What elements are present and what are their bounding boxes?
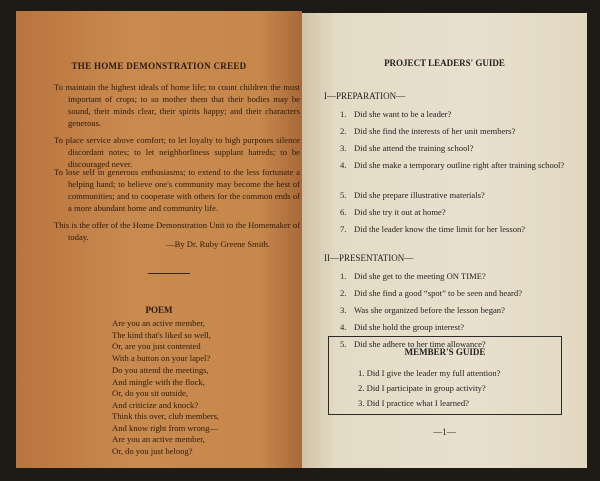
left-page	[16, 11, 302, 468]
question-text: Did she hold the group interest?	[354, 322, 465, 332]
question-item	[340, 270, 578, 284]
question-text: Did she prepare illustrative materials?	[354, 190, 485, 200]
leaders-guide-title: PROJECT LEADERS' GUIDE	[384, 58, 505, 68]
page-number: —1—	[433, 427, 456, 437]
question-item	[340, 125, 578, 139]
question-number: 6.	[340, 207, 347, 217]
question-text: Was she organized before the lesson began?	[354, 305, 505, 315]
question-text: Did I participate in group activity?	[366, 383, 486, 393]
poem-line: Are you an active member,	[112, 318, 205, 328]
poem-line: With a button on your lapel?	[112, 352, 211, 363]
question-item	[340, 304, 578, 318]
creed-paragraph: To place service above comfort; to let loyalty to high purposes silence discordant notes; to let neighborliness supplant hatreds; to be discouraged never.	[54, 135, 300, 169]
question-item	[358, 383, 486, 393]
question-text: Did she make a temporary outline right after training school?	[354, 160, 565, 170]
poem-line: Or, are you just contented	[112, 341, 201, 351]
question-number: 1.	[340, 109, 347, 119]
question-text: Did she find the interests of her unit members?	[354, 126, 516, 136]
creed-title: THE HOME DEMONSTRATION CREED	[71, 61, 247, 71]
question-text: Did she get to the meeting ON TIME?	[354, 271, 486, 281]
poem-line: And criticize and knock?	[112, 399, 199, 410]
question-number: 1.	[340, 271, 347, 281]
question-item	[340, 321, 578, 335]
question-text: Did I give the leader my full attention?	[366, 368, 501, 378]
question-text: Did she attend the training school?	[354, 143, 474, 153]
question-number: 2.	[358, 383, 365, 393]
question-number: 5.	[340, 190, 347, 200]
question-item	[340, 223, 578, 237]
question-item	[358, 368, 500, 378]
creed-signature: —By Dr. Ruby Greene Smith.	[166, 239, 271, 249]
question-item	[340, 287, 578, 301]
question-text: Did the leader know the time limit for her lesson?	[354, 224, 526, 234]
question-text: Did she find a good “spot” to be seen and heard?	[354, 288, 523, 298]
question-number: 4.	[340, 322, 347, 332]
poem-line: The kind that's liked so well,	[112, 329, 211, 340]
members-guide-box	[328, 336, 562, 415]
poem-title: POEM	[145, 305, 173, 315]
question-text: Did she adhere to her time allowance?	[354, 339, 486, 349]
question-number: 2.	[340, 288, 347, 298]
question-number: 1.	[358, 368, 365, 378]
poem-line: And mingle with the flock,	[112, 376, 205, 387]
section-heading-presentation: II—PRESENTATION—	[324, 253, 414, 263]
question-number: 7.	[340, 224, 347, 234]
creed-paragraph: This is the offer of the Home Demonstration Unit to the Homemaker of today.	[54, 220, 300, 242]
creed-paragraph: To lose self in generous enthusiasms; to extend to the less fortunate a helping hand; to believe one's community may become the best of communities; and to cooperate with others for the common ends of a more abundant home and community life.	[54, 167, 300, 213]
question-item	[340, 108, 578, 122]
question-item	[340, 206, 578, 220]
poem-line: Or, do you sit outside,	[112, 388, 189, 398]
divider	[148, 273, 190, 274]
question-number: 4.	[340, 160, 347, 170]
question-item	[340, 189, 578, 203]
right-page	[302, 13, 587, 468]
question-number: 5.	[340, 339, 347, 349]
poem-line: Are you an active member,	[112, 434, 205, 444]
question-number: 3.	[358, 398, 365, 408]
poem-line: And know right from wrong—	[112, 422, 218, 433]
poem-line: Do you attend the meetings,	[112, 365, 209, 375]
question-text: Did I practice what I learned?	[366, 398, 469, 408]
question-item	[340, 159, 578, 173]
poem-line: Think this over, club members,	[112, 411, 220, 421]
poem-stanza	[112, 411, 219, 457]
poem-stanza	[112, 365, 209, 411]
members-guide-title: MEMBER'S GUIDE	[404, 347, 486, 357]
poem-stanza	[112, 318, 211, 364]
question-text: Did she want to be a leader?	[354, 109, 452, 119]
poem-line: Or, do you just belong?	[112, 445, 193, 456]
section-heading-preparation: I—PREPARATION—	[324, 91, 406, 101]
question-item	[358, 398, 469, 408]
question-number: 3.	[340, 143, 347, 153]
question-number: 3.	[340, 305, 347, 315]
question-item	[340, 142, 578, 156]
creed-paragraph: To maintain the highest ideals of home life; to count children the most important of crops; to so mother them that their bodies may be sound, their minds clear, their spirits happy; and their characters generous.	[54, 82, 300, 128]
question-number: 2.	[340, 126, 347, 136]
question-text: Did she try it out at home?	[354, 207, 446, 217]
